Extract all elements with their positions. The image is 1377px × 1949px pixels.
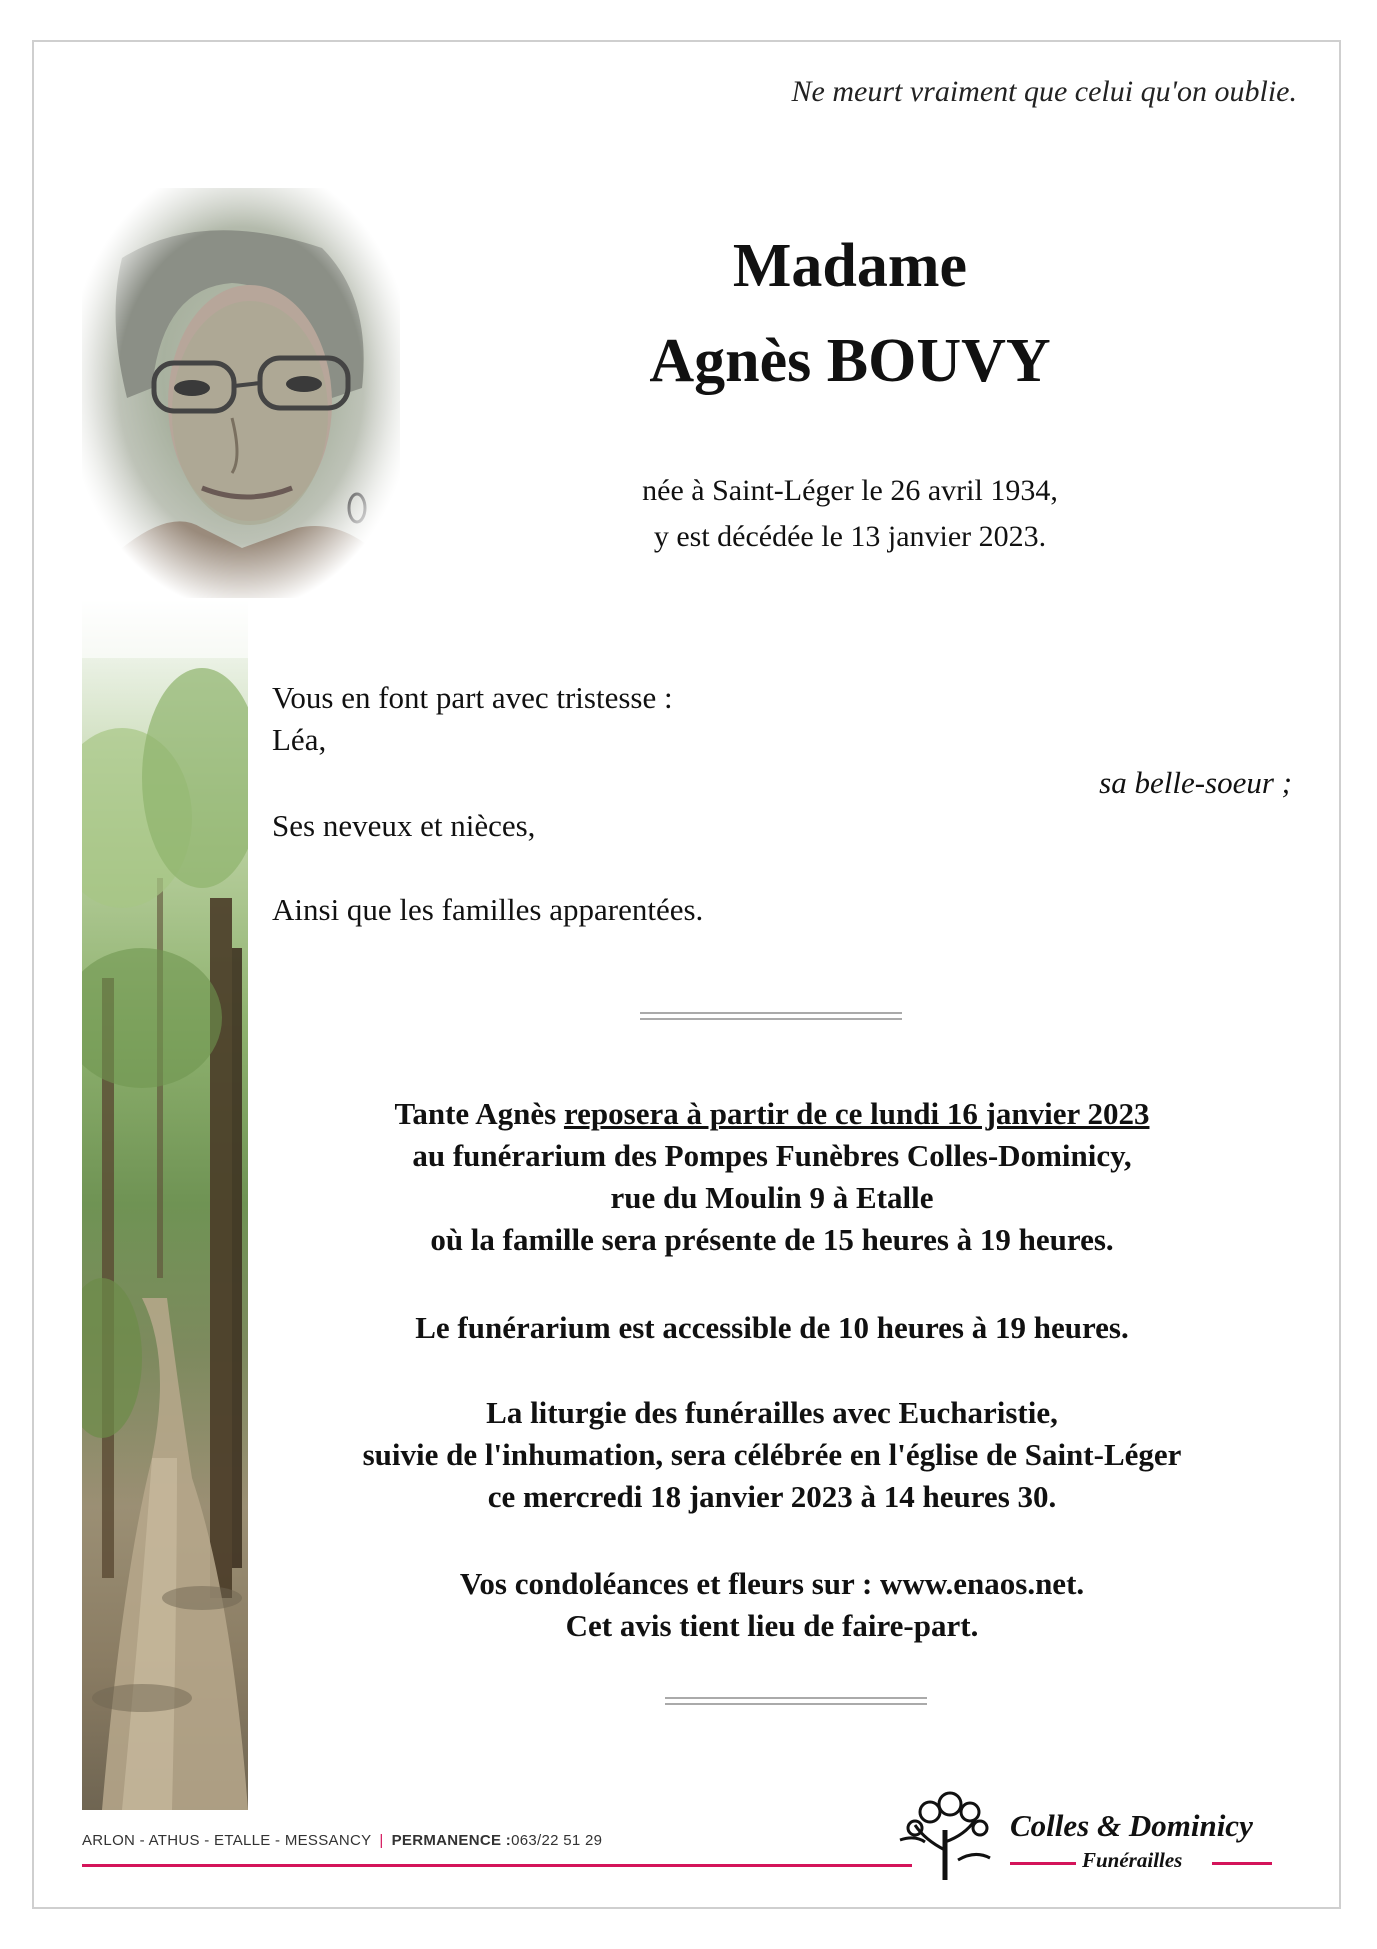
death-line: y est décédée le 13 janvier 2023.	[653, 520, 1047, 553]
brand-line-right	[1212, 1862, 1272, 1865]
funeral-liturgy: La liturgie des funérailles avec Eucharistie,	[486, 1395, 1058, 1430]
footer-phone: 063/22 51 29	[511, 1832, 603, 1849]
footer-separator: |	[379, 1832, 384, 1849]
family-relation-lea: sa belle-soeur ;	[1099, 765, 1292, 800]
portrait-photo	[82, 188, 400, 598]
funeral-burial: suivie de l'inhumation, sera célébrée en l'église de Saint-Léger	[362, 1437, 1182, 1472]
visitation-place: au funérarium des Pompes Funèbres Colles-Dominicy,	[412, 1138, 1132, 1173]
life-dates	[490, 468, 1210, 560]
family-name-lea: Léa,	[272, 722, 327, 757]
visitation-date: reposera à partir de ce lundi 16 janvier 2023	[563, 1096, 1150, 1131]
birth-line: née à Saint-Léger le 26 avril 1934,	[642, 474, 1058, 507]
family-intro: Vous en font part avec tristesse :	[272, 680, 673, 715]
brand-subtitle: Funérailles	[1082, 1848, 1183, 1872]
title-honorific: Madame	[732, 232, 968, 300]
visitation-address: rue du Moulin 9 à Etalle	[610, 1180, 934, 1215]
footer-permanence-label: PERMANENCE :	[391, 1832, 512, 1849]
funeral-info	[272, 1392, 1272, 1518]
funeral-date: ce mercredi 18 janvier 2023 à 14 heures 30.	[487, 1479, 1057, 1514]
condolences-line: Vos condoléances et fleurs sur : www.enaos.net.	[459, 1566, 1085, 1601]
divider-bottom	[665, 1697, 927, 1705]
visitation-hours: où la famille sera présente de 15 heures à 19 heures.	[430, 1222, 1114, 1257]
deceased-name: Agnès BOUVY	[649, 327, 1051, 395]
divider-top	[640, 1012, 902, 1020]
footer-locations: ARLON - ATHUS - ETALLE - MESSANCY	[82, 1832, 372, 1849]
footer-accent-line	[82, 1864, 912, 1867]
footer-contact	[82, 1832, 602, 1849]
epigraph: Ne meurt vraiment que celui qu'on oublie.	[791, 75, 1297, 108]
condolences-info	[272, 1563, 1272, 1647]
family-relatives: Ainsi que les familles apparentées.	[272, 892, 704, 927]
family-nephews: Ses neveux et nièces,	[272, 808, 536, 843]
funerarium-hours: Le funérarium est accessible de 10 heures à 19 heures.	[415, 1310, 1129, 1345]
announcement-note: Cet avis tient lieu de faire-part.	[565, 1608, 979, 1643]
forest-path-image	[82, 598, 248, 1810]
visitation-info	[272, 1093, 1272, 1261]
brand-line-left	[1010, 1862, 1076, 1865]
tree-logo-icon	[890, 1790, 1000, 1885]
visitation-prefix: Tante Agnès	[394, 1096, 564, 1131]
brand-name: Colles & Dominicy	[1010, 1808, 1253, 1843]
